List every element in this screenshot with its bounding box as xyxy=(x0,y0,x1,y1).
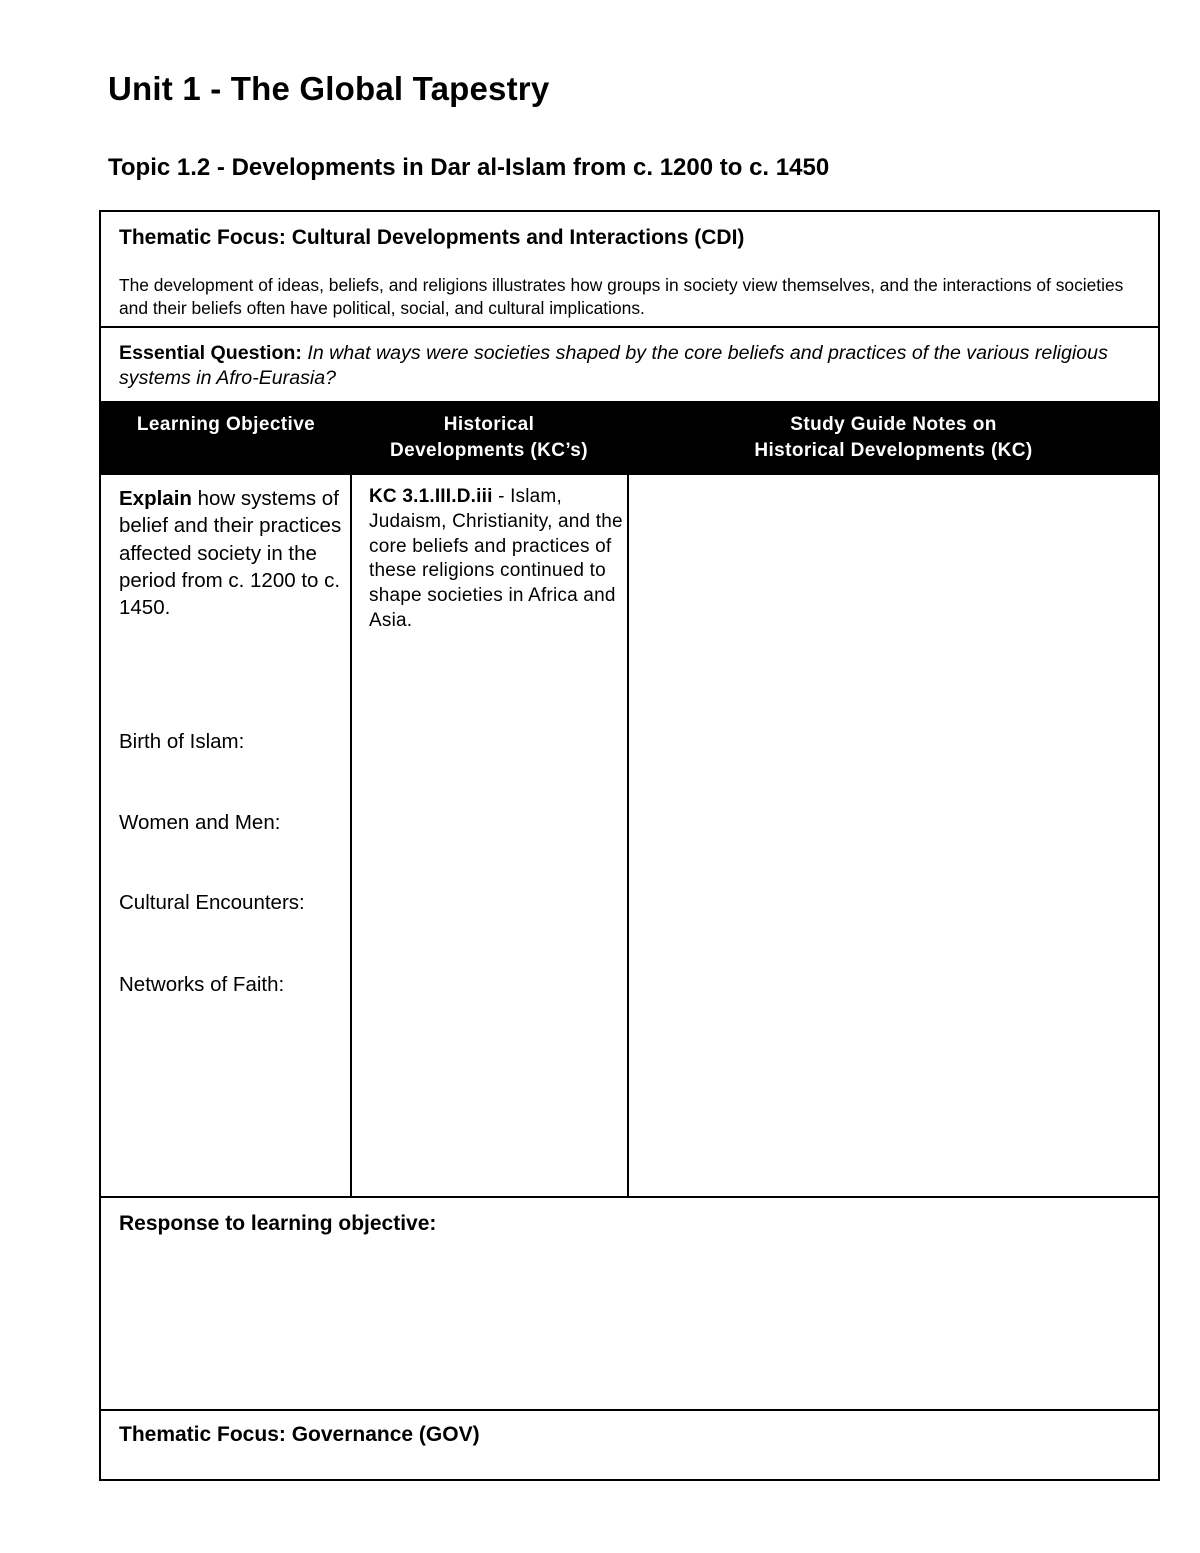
header-historical-developments xyxy=(351,401,627,475)
governance-section xyxy=(101,1411,1158,1479)
essential-question xyxy=(119,341,1144,391)
thematic-focus-label: Thematic Focus: Cultural Developments and Interactions (CDI) xyxy=(119,226,745,249)
header-learning-objective xyxy=(101,401,351,475)
list-item: Women and Men: xyxy=(119,811,281,834)
list-item: Networks of Faith: xyxy=(119,973,285,996)
key-concept-code: KC 3.1.III.D.iii xyxy=(369,486,493,507)
learning-objective-description: how systems of belief and their practices affected society in the period from c. 1200 to c. 1450. xyxy=(119,487,342,620)
learning-objective-text xyxy=(119,485,347,621)
header-notes-line2: Historical Developments (KC) xyxy=(754,440,1033,461)
header-notes-line1: Study Guide Notes on xyxy=(790,414,997,435)
header-historical-line1: Historical xyxy=(443,414,535,435)
governance-label: Thematic Focus: Governance (GOV) xyxy=(119,1423,480,1446)
study-guide-table xyxy=(99,210,1160,1481)
essential-question-text: In what ways were societies shaped by the core beliefs and practices of the various religious systems in Afro-Eurasia? xyxy=(119,342,1108,389)
essential-question-label: Essential Question: xyxy=(119,342,302,364)
table-body-row xyxy=(101,475,1158,1198)
key-concept-description: - Islam, Judaism, Christianity, and the core beliefs and practices of these religions continued to shape societies in Africa and Asia. xyxy=(369,486,623,631)
topic-title: Topic 1.2 - Developments in Dar al-Islam from c. 1200 to c. 1450 xyxy=(108,154,830,181)
key-concept-cell xyxy=(352,475,629,1196)
list-item: Birth of Islam: xyxy=(119,730,245,753)
header-historical-line2: Developments (KC’s) xyxy=(390,440,588,461)
learning-objective-cell xyxy=(101,475,352,1196)
thematic-focus-section xyxy=(101,212,1158,328)
unit-title: Unit 1 - The Global Tapestry xyxy=(108,70,550,107)
header-learning-objective-label: Learning Objective xyxy=(136,414,316,435)
table-header-row xyxy=(101,401,1158,475)
thematic-focus-text: The development of ideas, beliefs, and religions illustrates how groups in society view themselves, and the interactions of societies and their beliefs often have political, social, and cultural implications. xyxy=(119,275,1124,318)
list-item: Cultural Encounters: xyxy=(119,891,305,914)
header-study-guide-notes xyxy=(627,401,1160,475)
study-notes-cell[interactable] xyxy=(629,475,1158,1196)
response-label: Response to learning objective: xyxy=(119,1212,437,1235)
key-concept-text xyxy=(369,485,624,634)
response-section[interactable] xyxy=(101,1198,1158,1411)
learning-objective-verb: Explain xyxy=(119,487,192,510)
essential-question-section xyxy=(101,328,1158,401)
